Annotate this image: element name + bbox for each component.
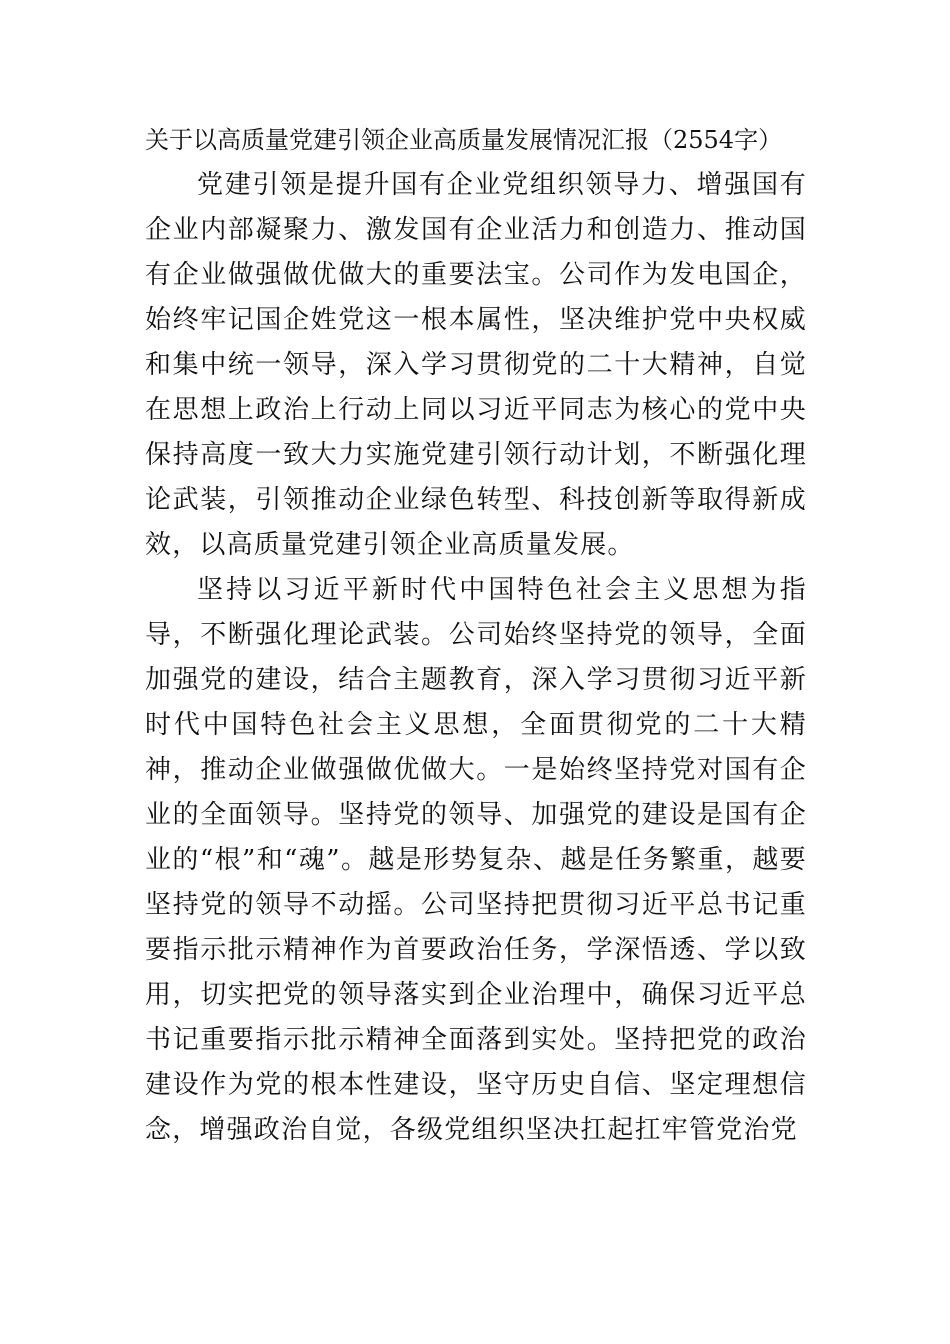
document-title: 关于以高质量党建引领企业高质量发展情况汇报（2554字） <box>145 126 783 154</box>
document-body <box>145 118 807 1153</box>
paragraph-intro: 党建引领是提升国有企业党组织领导力、增强国有企业内部凝聚力、激发国有企业活力和创造力、推动国有企业做强做优做大的重要法宝。公司作为发电国企，始终牢记国企姓党这一根本属性，坚决维护党中央权威和集中统一领导，深入学习贯彻党的二十大精神，自觉在思想上政治上行动上同以习近平同志为核心的党中央保持高度一致大力实施党建引领行动计划，不断强化理论武装，引领推动企业绿色转型、科技创新等取得新成效，以高质量党建引领企业高质量发展。 <box>145 170 807 560</box>
paragraph-theory: 坚持以习近平新时代中国特色社会主义思想为指导，不断强化理论武装。公司始终坚持党的领导，全面加强党的建设，结合主题教育，深入学习贯彻习近平新时代中国特色社会主义思想，全面贯彻党的二十大精神，推动企业做强做优做大。一是始终坚持党对国有企业的全面领导。坚持党的领导、加强党的建设是国有企业的“根”和“魂”。越是形势复杂、越是任务繁重，越要坚持党的领导不动摇。公司坚持把贯彻习近平总书记重要指示批示精神作为首要政治任务，学深悟透、学以致用，切实把党的领导落实到企业治理中，确保习近平总书记重要指示批示精神全面落到实处。坚持把党的政治建设作为党的根本性建设，坚守历史自信、坚定理想信念，增强政治自觉，各级党组织坚决扛起扛牢管党治党 <box>145 575 807 1145</box>
